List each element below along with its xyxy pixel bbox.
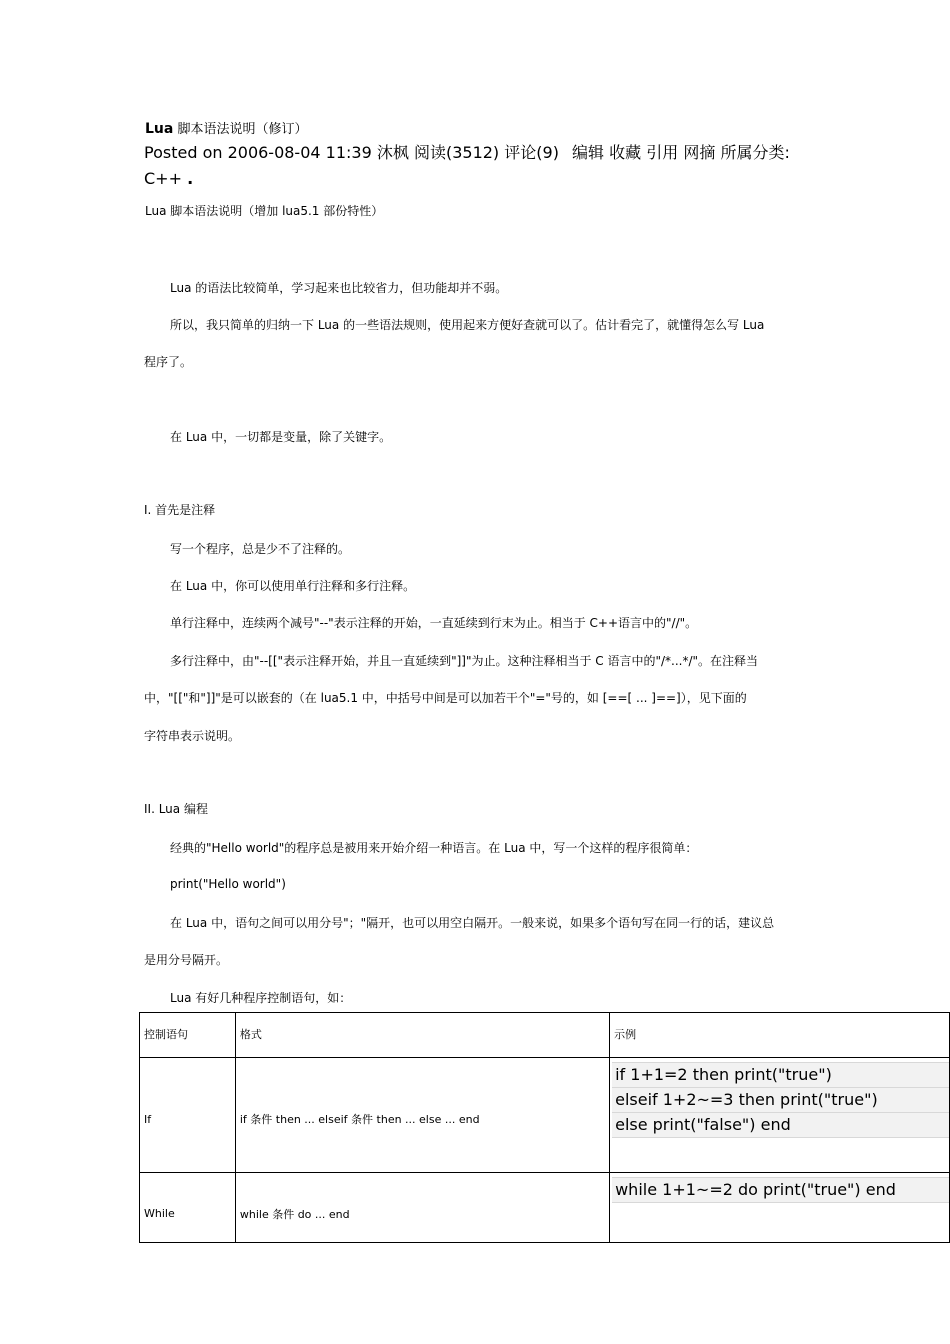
hello-world-code: print("Hello world") [170,877,286,891]
intro-paragraph-2-line-2: 程序了。 [144,355,193,369]
category-dot: . [187,169,194,188]
section-1-paragraph-4-line-2: 中，"[["和"]]"是可以嵌套的（在 lua5.1 中，中括号中间是可以加若干个"="号的，如 [==[ ... ]==]），见下面的 [144,691,747,705]
row-if-examples [610,1058,950,1173]
webclip-link[interactable]: 网摘 [683,143,716,162]
header-format: 格式 [235,1013,609,1058]
section-1-heading: I. 首先是注释 [144,503,216,517]
section-2-paragraph-2-line-2: 是用分号隔开。 [144,953,229,967]
if-example-line-3: else print("false") end [612,1112,949,1137]
section-2-paragraph-1: 经典的"Hello world"的程序总是被用来开始介绍一种语言。在 Lua 中，写一个这样的程序很简单： [170,841,698,855]
section-1-paragraph-4-line-3: 字符串表示说明。 [144,729,241,743]
post-meta [144,140,834,192]
header-example: 示例 [610,1013,950,1058]
author-link[interactable]: 沐枫 [376,143,409,162]
read-count: 阅读(3512) [413,143,500,162]
table-row-if [140,1058,950,1173]
article-subtitle: Lua 脚本语法说明（增加 lua5.1 部份特性） [145,204,384,218]
row-while-name: While [140,1173,236,1243]
row-while-format: while 条件 do ... end [235,1173,609,1243]
section-2-paragraph-3: Lua 有好几种程序控制语句，如： [170,991,352,1005]
title-lua: Lua [145,121,174,137]
comments-link[interactable]: 评论(9) [504,143,559,162]
section-1-paragraph-3: 单行注释中，连续两个减号"--"表示注释的开始，一直延续到行末为止。相当于 C++语言中的"//"。 [170,616,698,630]
section-1-paragraph-4-line-1: 多行注释中，由"--[["表示注释开始，并且一直延续到"]]"为止。这种注释相当于 C 语言中的"/*...*/"。在注释当 [170,654,759,668]
while-example-line-1: while 1+1~=2 do print("true") end [612,1177,949,1202]
if-example-line-1: if 1+1=2 then print("true") [612,1062,949,1087]
section-2-heading: II. Lua 编程 [144,802,208,816]
category-link[interactable]: C++ [144,169,182,188]
table-header-row [140,1013,950,1058]
intro-paragraph-3: 在 Lua 中，一切都是变量，除了关键字。 [170,430,392,444]
edit-link[interactable]: 编辑 [572,143,605,162]
table-row-while [140,1173,950,1243]
if-example-line-2: elseif 1+2~=3 then print("true") [612,1087,949,1112]
intro-paragraph-2-line-1: 所以，我只简单的归纳一下 Lua 的一些语法规则，使用起来方便好查就可以了。估计看完了，就懂得怎么写 Lua [170,318,765,332]
article-title [145,118,307,137]
section-1-paragraph-1: 写一个程序，总是少不了注释的。 [170,542,351,556]
intro-paragraph-1: Lua 的语法比较简单，学习起来也比较省力，但功能却并不弱。 [170,281,508,295]
section-2-paragraph-2-line-1: 在 Lua 中，语句之间可以用分号"；"隔开，也可以用空白隔开。一般来说，如果多个语句写在同一行的话，建议总 [170,916,775,930]
row-if-format: if 条件 then ... elseif 条件 then ... else ... end [235,1058,609,1173]
category-label: 所属分类: [720,143,790,162]
title-rest: 脚本语法说明（修订） [173,122,308,137]
header-control-statement: 控制语句 [140,1013,236,1058]
quote-link[interactable]: 引用 [646,143,679,162]
row-if-name: If [140,1058,236,1173]
posted-date: Posted on 2006-08-04 11:39 [144,143,372,162]
row-while-examples [610,1173,950,1243]
section-1-paragraph-2: 在 Lua 中，你可以使用单行注释和多行注释。 [170,579,416,593]
favorite-link[interactable]: 收藏 [609,143,642,162]
control-statements-table [139,1012,950,1243]
